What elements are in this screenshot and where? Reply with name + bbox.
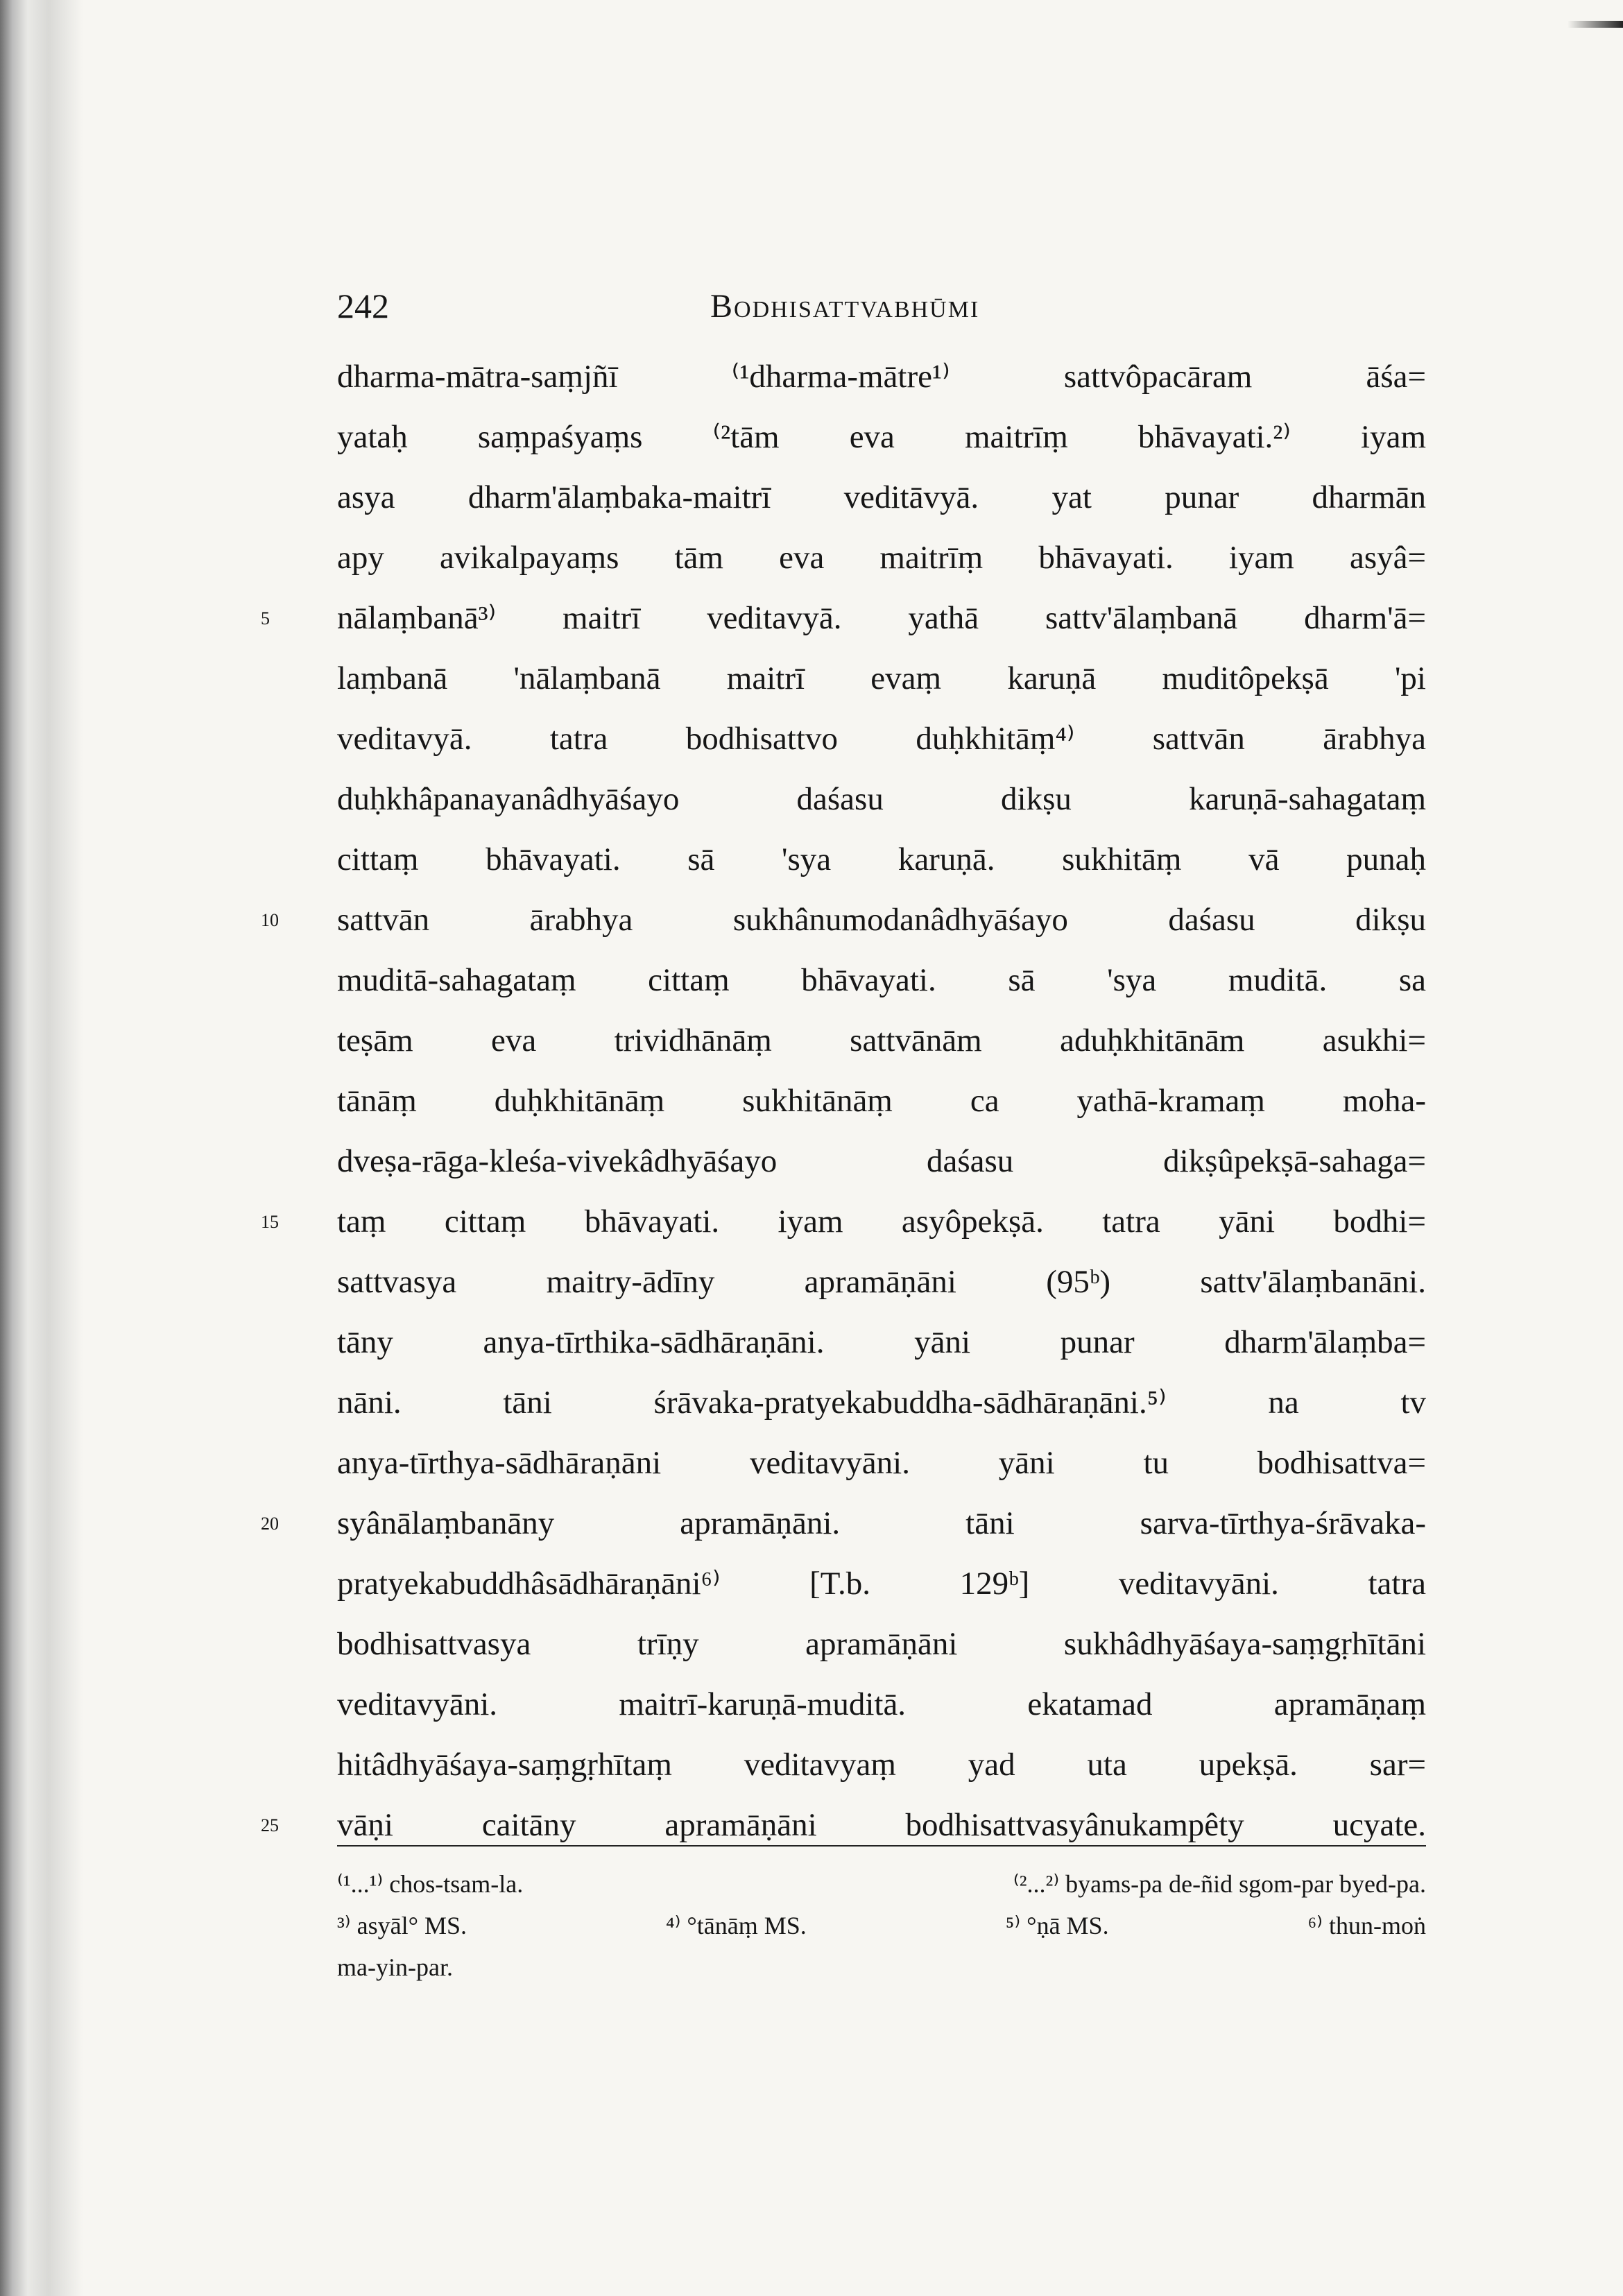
footnote-1: ⁽¹...¹⁾ chos-tsam-la. [337,1870,524,1898]
line-text: asya dharm'ālaṃbaka-maitrī veditāvyā. yat punar dharmān [337,479,1426,515]
line-text: cittaṃ bhāvayati. sā 'sya karuṇā. sukhitāṃ vā punaḥ [337,841,1426,877]
book-binding-edge [0,0,83,2296]
text-line [337,950,1426,1011]
scan-corner-mark [1568,21,1623,28]
line-text: muditā-sahagataṃ cittaṃ bhāvayati. sā 'sya muditā. sa [337,962,1426,998]
text-line [337,769,1426,830]
text-line [337,468,1426,528]
line-text: laṃbanā 'nālaṃbanā maitrī evaṃ karuṇā muditôpekṣā 'pi [337,660,1426,696]
footnote-5: ⁵⁾ °ṇā MS. [1005,1912,1109,1939]
line-text: nāni. tāni śrāvaka-pratyekabuddha-sādhāraṇāni.⁵⁾ na tv [337,1385,1426,1421]
line-text: teṣām eva trividhānāṃ sattvānām aduḥkhitānām asukhi= [337,1022,1426,1059]
text-line [261,588,1426,649]
page-number: 242 [337,286,389,325]
footnote-line-1 [337,1863,1426,1905]
text-line [337,1373,1426,1433]
main-text [261,347,1426,1856]
text-line [261,1192,1426,1252]
line-text: tānāṃ duḥkhitānāṃ sukhitānāṃ ca yathā-kramaṃ moha- [337,1083,1426,1119]
text-line [337,1071,1426,1131]
line-text: tāny anya-tīrthika-sādhāraṇāni. yāni punar dharm'ālaṃba= [337,1324,1426,1360]
line-text: hitâdhyāśaya-saṃgṛhītaṃ veditavyaṃ yad uta upekṣā. sar= [337,1747,1426,1783]
text-line [337,1131,1426,1192]
text-line [337,1433,1426,1493]
text-line [337,1735,1426,1795]
line-text: veditavyāni. maitrī-karuṇā-muditā. ekatamad apramāṇaṃ [337,1686,1426,1722]
line-number: 15 [261,1212,279,1232]
line-text: anya-tīrthya-sādhāraṇāni veditavyāni. yāni tu bodhisattva= [337,1445,1426,1481]
line-text: apy avikalpayaṃs tām eva maitrīṃ bhāvayati. iyam asyâ= [337,540,1426,576]
line-text: dveṣa-rāga-kleśa-vivekâdhyāśayo daśasu dikṣûpekṣā-sahaga= [337,1143,1426,1179]
footnote-line-2 [337,1905,1426,1946]
line-text: yataḥ saṃpaśyaṃs ⁽²tām eva maitrīṃ bhāvayati.²⁾ iyam [337,419,1426,455]
footnote-3: ³⁾ asyāl° MS. [337,1912,467,1939]
text-line [337,347,1426,407]
text-line [337,528,1426,588]
line-text: vāṇi caitāny apramāṇāni bodhisattvasyânukampêty ucyate. [337,1807,1426,1843]
running-title: Bodhisattvabhūmi [710,288,980,325]
line-text: veditavyā. tatra bodhisattvo duḥkhitāṃ⁴⁾ sattvān ārabhya [337,721,1426,757]
line-number: 5 [261,608,270,628]
footnote-6-cont: ma-yin-par. [337,1953,453,1981]
line-text: nālaṃbanā³⁾ maitrī veditavyā. yathā sattv'ālaṃbanā dharm'ā= [337,600,1426,636]
footnote-line-3 [337,1946,1426,1988]
text-line [337,1252,1426,1312]
text-line [337,649,1426,709]
line-number: 20 [261,1514,279,1534]
footnote-rule [337,1845,1426,1847]
text-line [337,1011,1426,1071]
line-text: sattvān ārabhya sukhânumodanâdhyāśayo daśasu dikṣu [337,902,1426,938]
line-text: sattvasya maitry-ādīny apramāṇāni (95ᵇ) sattv'ālaṃbanāni. [337,1264,1426,1300]
line-text: taṃ cittaṃ bhāvayati. iyam asyôpekṣā. tatra yāni bodhi= [337,1203,1426,1240]
line-text: syânālaṃbanāny apramāṇāni. tāni sarva-tīrthya-śrāvaka- [337,1505,1426,1541]
line-text: duḥkhâpanayanâdhyāśayo daśasu dikṣu karuṇā-sahagataṃ [337,781,1426,817]
line-text: dharma-mātra-saṃjñī ⁽¹dharma-mātre¹⁾ sattvôpacāram āśa= [337,359,1426,395]
text-line [337,407,1426,468]
page-header [337,286,1426,334]
text-line [337,830,1426,890]
line-text: pratyekabuddhâsādhāraṇāni⁶⁾ [T.b. 129ᵇ] veditavyāni. tatra [337,1566,1426,1602]
text-line [337,709,1426,769]
text-line [337,1554,1426,1614]
text-line [337,1312,1426,1373]
footnote-2: ⁽²...²⁾ byams-pa de-ñid sgom-par byed-pa. [1013,1870,1426,1898]
footnote-6: ⁶⁾ thun-moṅ [1307,1912,1426,1939]
line-number: 10 [261,910,279,930]
text-line [261,890,1426,950]
line-text: bodhisattvasya trīṇy apramāṇāni sukhâdhyāśaya-saṃgṛhītāni [337,1626,1426,1662]
footnotes [337,1863,1426,1988]
text-line [337,1674,1426,1735]
line-number: 25 [261,1815,279,1835]
text-line [337,1614,1426,1674]
text-line [261,1493,1426,1554]
footnote-4: ⁴⁾ °tānāṃ MS. [666,1912,807,1939]
